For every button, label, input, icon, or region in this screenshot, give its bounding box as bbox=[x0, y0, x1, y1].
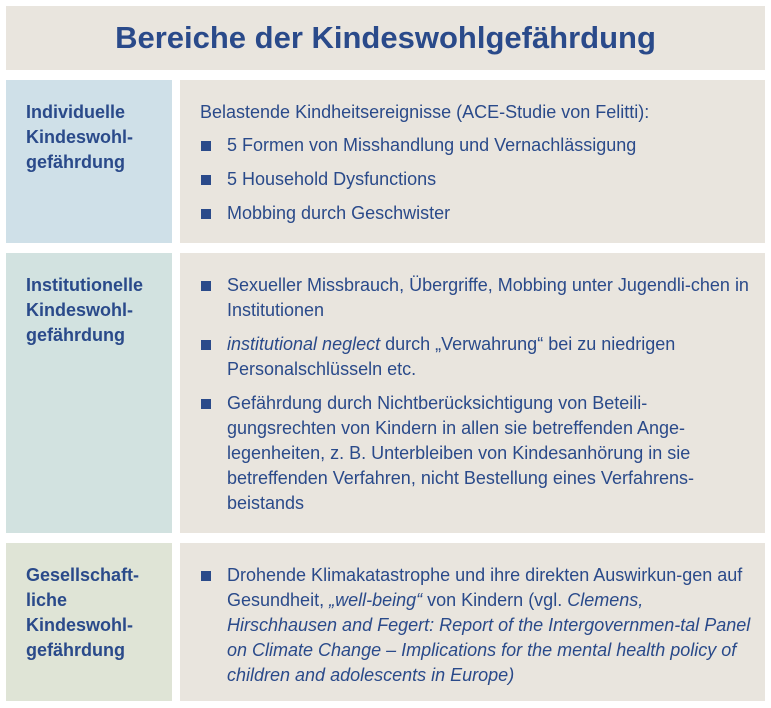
bullet-list bbox=[200, 563, 755, 688]
reference-text: Clemens, Hirschhausen and Fegert: Report of the Intergovernmen-tal Panel on Climate Change – Implications for the mental health policy of children and adolescents in Europe) bbox=[227, 590, 751, 685]
list-item-text: 5 Formen von Misshandlung und Vernachlässigung bbox=[227, 135, 637, 155]
list-item-text: von Kindern (vgl. bbox=[422, 590, 568, 610]
category-label: Individuelle Kindeswohl- gefährdung bbox=[26, 102, 133, 172]
category-row-individual bbox=[6, 80, 765, 243]
category-label: Gesellschaft- liche Kindeswohl- gefährdung bbox=[26, 565, 140, 660]
category-cell bbox=[6, 543, 172, 701]
list-item-text: Mobbing durch Geschwister bbox=[227, 203, 451, 223]
list-item bbox=[200, 201, 755, 226]
list-item-italic-text: institutional neglect bbox=[227, 334, 381, 354]
list-item-italic-text: „well-being“ bbox=[329, 590, 423, 610]
bullet-list bbox=[200, 273, 755, 516]
description-cell bbox=[180, 80, 765, 243]
category-cell bbox=[6, 253, 172, 533]
description-cell bbox=[180, 253, 765, 533]
bullet-list bbox=[200, 133, 755, 226]
square-bullet-icon bbox=[201, 399, 211, 409]
title-bar bbox=[6, 6, 765, 70]
square-bullet-icon bbox=[201, 340, 211, 350]
list-item bbox=[200, 273, 755, 323]
intro-text: Belastende Kindheitsereignisse (ACE-Studie von Felitti): bbox=[200, 102, 650, 122]
list-item bbox=[200, 391, 755, 516]
list-item-text: 5 Household Dysfunctions bbox=[227, 169, 437, 189]
category-label: Institutionelle Kindeswohl- gefährdung bbox=[26, 275, 143, 345]
list-item bbox=[200, 332, 755, 382]
square-bullet-icon bbox=[201, 281, 211, 291]
list-item-text: Gefährdung durch Nichtberücksichtigung von Beteili-gungsrechten von Kindern in allen sie betreffenden Ange-legenheiten, z. B. Unterbleiben von Kindesanhörung in sie betreffenden Verfahren, nicht Bestellung eines Verfahrens-beistands bbox=[227, 393, 694, 513]
list-item bbox=[200, 133, 755, 158]
list-item-text: Drohende Klimakatastrophe und ihre direkten Auswirkun-gen auf Gesundheit, bbox=[227, 565, 743, 610]
square-bullet-icon bbox=[201, 571, 211, 581]
list-item bbox=[200, 167, 755, 192]
square-bullet-icon bbox=[201, 209, 211, 219]
category-row-societal bbox=[6, 543, 765, 701]
description-cell bbox=[180, 543, 765, 701]
list-item bbox=[200, 563, 755, 688]
category-cell bbox=[6, 80, 172, 243]
square-bullet-icon bbox=[201, 141, 211, 151]
square-bullet-icon bbox=[201, 175, 211, 185]
page-title: Bereiche der Kindeswohlgefährdung bbox=[115, 20, 656, 55]
category-row-institutional bbox=[6, 253, 765, 533]
list-item-text: Sexueller Missbrauch, Übergriffe, Mobbing unter Jugendli-chen in Institutionen bbox=[227, 275, 749, 320]
list-item-text: durch „Verwahrung“ bei zu niedrigen Personalschlüsseln etc. bbox=[227, 334, 676, 379]
